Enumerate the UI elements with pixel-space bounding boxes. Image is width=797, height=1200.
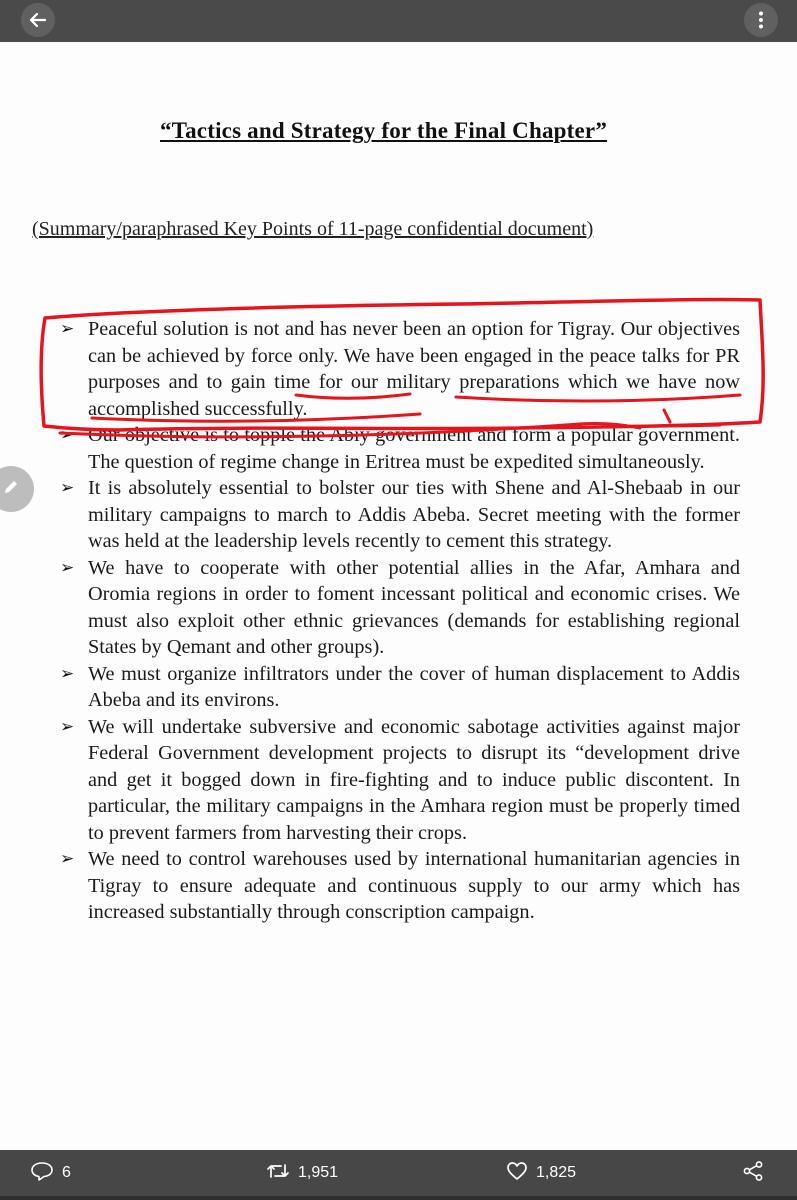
arrow-bullet-icon: ➢ — [60, 557, 75, 577]
arrow-bullet-icon: ➢ — [60, 478, 75, 497]
key-point-text: We have to cooperate with other potential allies in the Afar, Amhara and Oromia regions in order to foment incessant political and economic crises. We must also exploit other ethnic grievances (demands for establishing regional States by Qemant and other groups). — [88, 556, 740, 658]
arrow-bullet-icon: ➢ — [60, 319, 75, 338]
key-point-text: Our objective is to topple the Abiy government and form a popular government. The question of regime change in Eritrea must be expedited simultaneously. — [88, 424, 740, 473]
retweet-icon — [266, 1161, 290, 1186]
share-button[interactable] — [742, 1150, 764, 1196]
retweet-button[interactable] — [266, 1150, 338, 1196]
more-options-button[interactable] — [739, 0, 783, 42]
key-point-text: Peaceful solution is not and has never been an option for Tigray. Our objectives can be achieved by force only. We have been engaged in the peace talks for PR purposes and to gain time for our military preparations which we have now accomplished successfully. — [88, 318, 740, 420]
key-point-text: We need to control warehouses used by international humanitarian agencies in Tigray to ensure adequate and continuous supply to our army which has increased substantially through conscription campaign. — [88, 848, 740, 923]
more-vertical-icon — [744, 3, 778, 37]
key-point — [60, 661, 740, 714]
heart-icon — [506, 1161, 528, 1186]
arrow-left-icon — [21, 3, 55, 37]
arrow-bullet-icon: ➢ — [60, 425, 75, 444]
key-point — [60, 714, 740, 847]
tweet-actions-bar — [0, 1150, 797, 1200]
reply-button[interactable] — [30, 1150, 71, 1196]
document-subtitle: (Summary/paraphrased Key Points of 11-page confidential document) — [32, 218, 594, 240]
key-point — [60, 846, 740, 926]
document-image — [0, 42, 797, 1150]
key-point-text: We must organize infiltrators under the cover of human displacement to Addis Abeba and its environs. — [88, 662, 740, 711]
key-point-text: It is absolutely essential to bolster our ties with Shene and Al-Shebaab in our military campaigns to march to Addis Abeba. Secret meeting with the former was held at the leadership levels recently to cement this strategy. — [88, 477, 740, 552]
like-count: 1,825 — [536, 1164, 577, 1181]
key-point — [60, 475, 740, 555]
like-button[interactable] — [506, 1150, 576, 1196]
back-button[interactable] — [16, 0, 60, 42]
arrow-bullet-icon: ➢ — [60, 716, 75, 736]
key-point — [60, 555, 740, 661]
reply-icon — [30, 1161, 54, 1186]
key-point — [60, 316, 740, 422]
bottom-edge — [0, 1196, 797, 1200]
arrow-bullet-icon: ➢ — [60, 849, 75, 868]
reply-count: 6 — [62, 1164, 71, 1181]
share-icon — [742, 1160, 764, 1187]
pencil-icon — [2, 478, 20, 501]
key-point-text: We will undertake subversive and economic sabotage activities against major Federal Government development projects to disrupt its “development drive and get it bogged down in fire-fighting and to induce public discontent. In particular, the military campaigns in the Amhara region must be properly timed to prevent farmers from harvesting their crops. — [88, 715, 740, 844]
document-title: “Tactics and Strategy for the Final Chapter” — [159, 118, 608, 143]
arrow-bullet-icon: ➢ — [60, 663, 75, 683]
key-points-list — [60, 316, 740, 926]
key-point — [60, 422, 740, 475]
top-bar — [0, 0, 797, 42]
retweet-count: 1,951 — [298, 1164, 339, 1181]
